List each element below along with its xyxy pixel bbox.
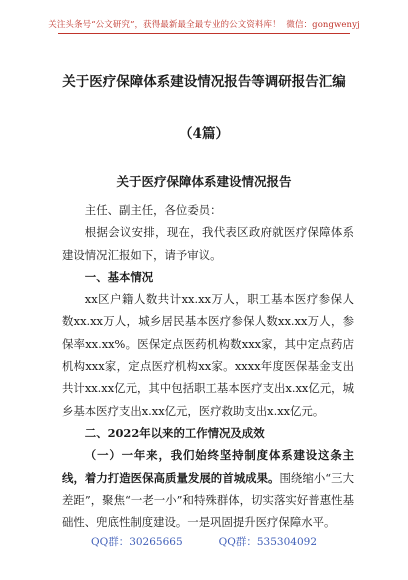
promo-banner [0, 18, 408, 30]
subsection1-paragraph [62, 444, 354, 533]
document-count: （4篇） [179, 126, 229, 142]
footer-qq-group-1: QQ群：30265665 [90, 536, 183, 548]
document-title: 关于医疗保障体系建设情况报告等调研报告汇编 [62, 74, 346, 90]
banner-text-1: 关注头条号“公文研究”， [48, 20, 144, 30]
banner-text-2: 获得最新最全最专业的公文资料库！ [143, 20, 281, 30]
subsection1-text: 围绕缩小“三大差距”，聚焦“一老一小”和特殊群体，切实落实好普惠性基础性、兜底性制度建设。一是巩固提升医疗保障水平。 [62, 470, 354, 530]
banner-text-3: 微信：gongwenyj [286, 20, 360, 30]
intro-paragraph: 根据会议安排，现在，我代表区政府就医疗保障体系建设情况汇报如下，请予审议。 [62, 225, 354, 262]
document-body [62, 199, 354, 533]
footer-qq-group-2: QQ群：535304092 [218, 536, 317, 548]
subsection1-lead: （一）一年来，我们始终坚持制度体系建设这条主线，着力打造医保高质量发展的首城成果。 [62, 448, 354, 485]
banner-divider [58, 33, 350, 34]
report-title: 关于医疗保障体系建设情况报告 [116, 174, 292, 189]
salutation: 主任、副主任，各位委员： [84, 203, 222, 217]
section1-heading: 一、基本情况 [84, 269, 154, 284]
footer-contact [0, 534, 408, 549]
section1-paragraph: xx区户籍人数共计xx.xx万人，职工基本医疗参保人数xx.xx万人，城乡居民基本医疗参保人数xx.xx万人，参保率xx.xx%。医保定点医药机构数xxx家，其中定点药店机构xxx家，定点医疗机构xx家。xxxx年度医保基金支出共计xx.xx亿元，其中包括职工基本医疗支出x.xx亿元，城乡基本医疗支出x.xx亿元，医疗救助支出x.xx亿元。 [62, 292, 354, 418]
section2-heading: 二、2022年以来的工作情况及成效 [84, 425, 265, 440]
